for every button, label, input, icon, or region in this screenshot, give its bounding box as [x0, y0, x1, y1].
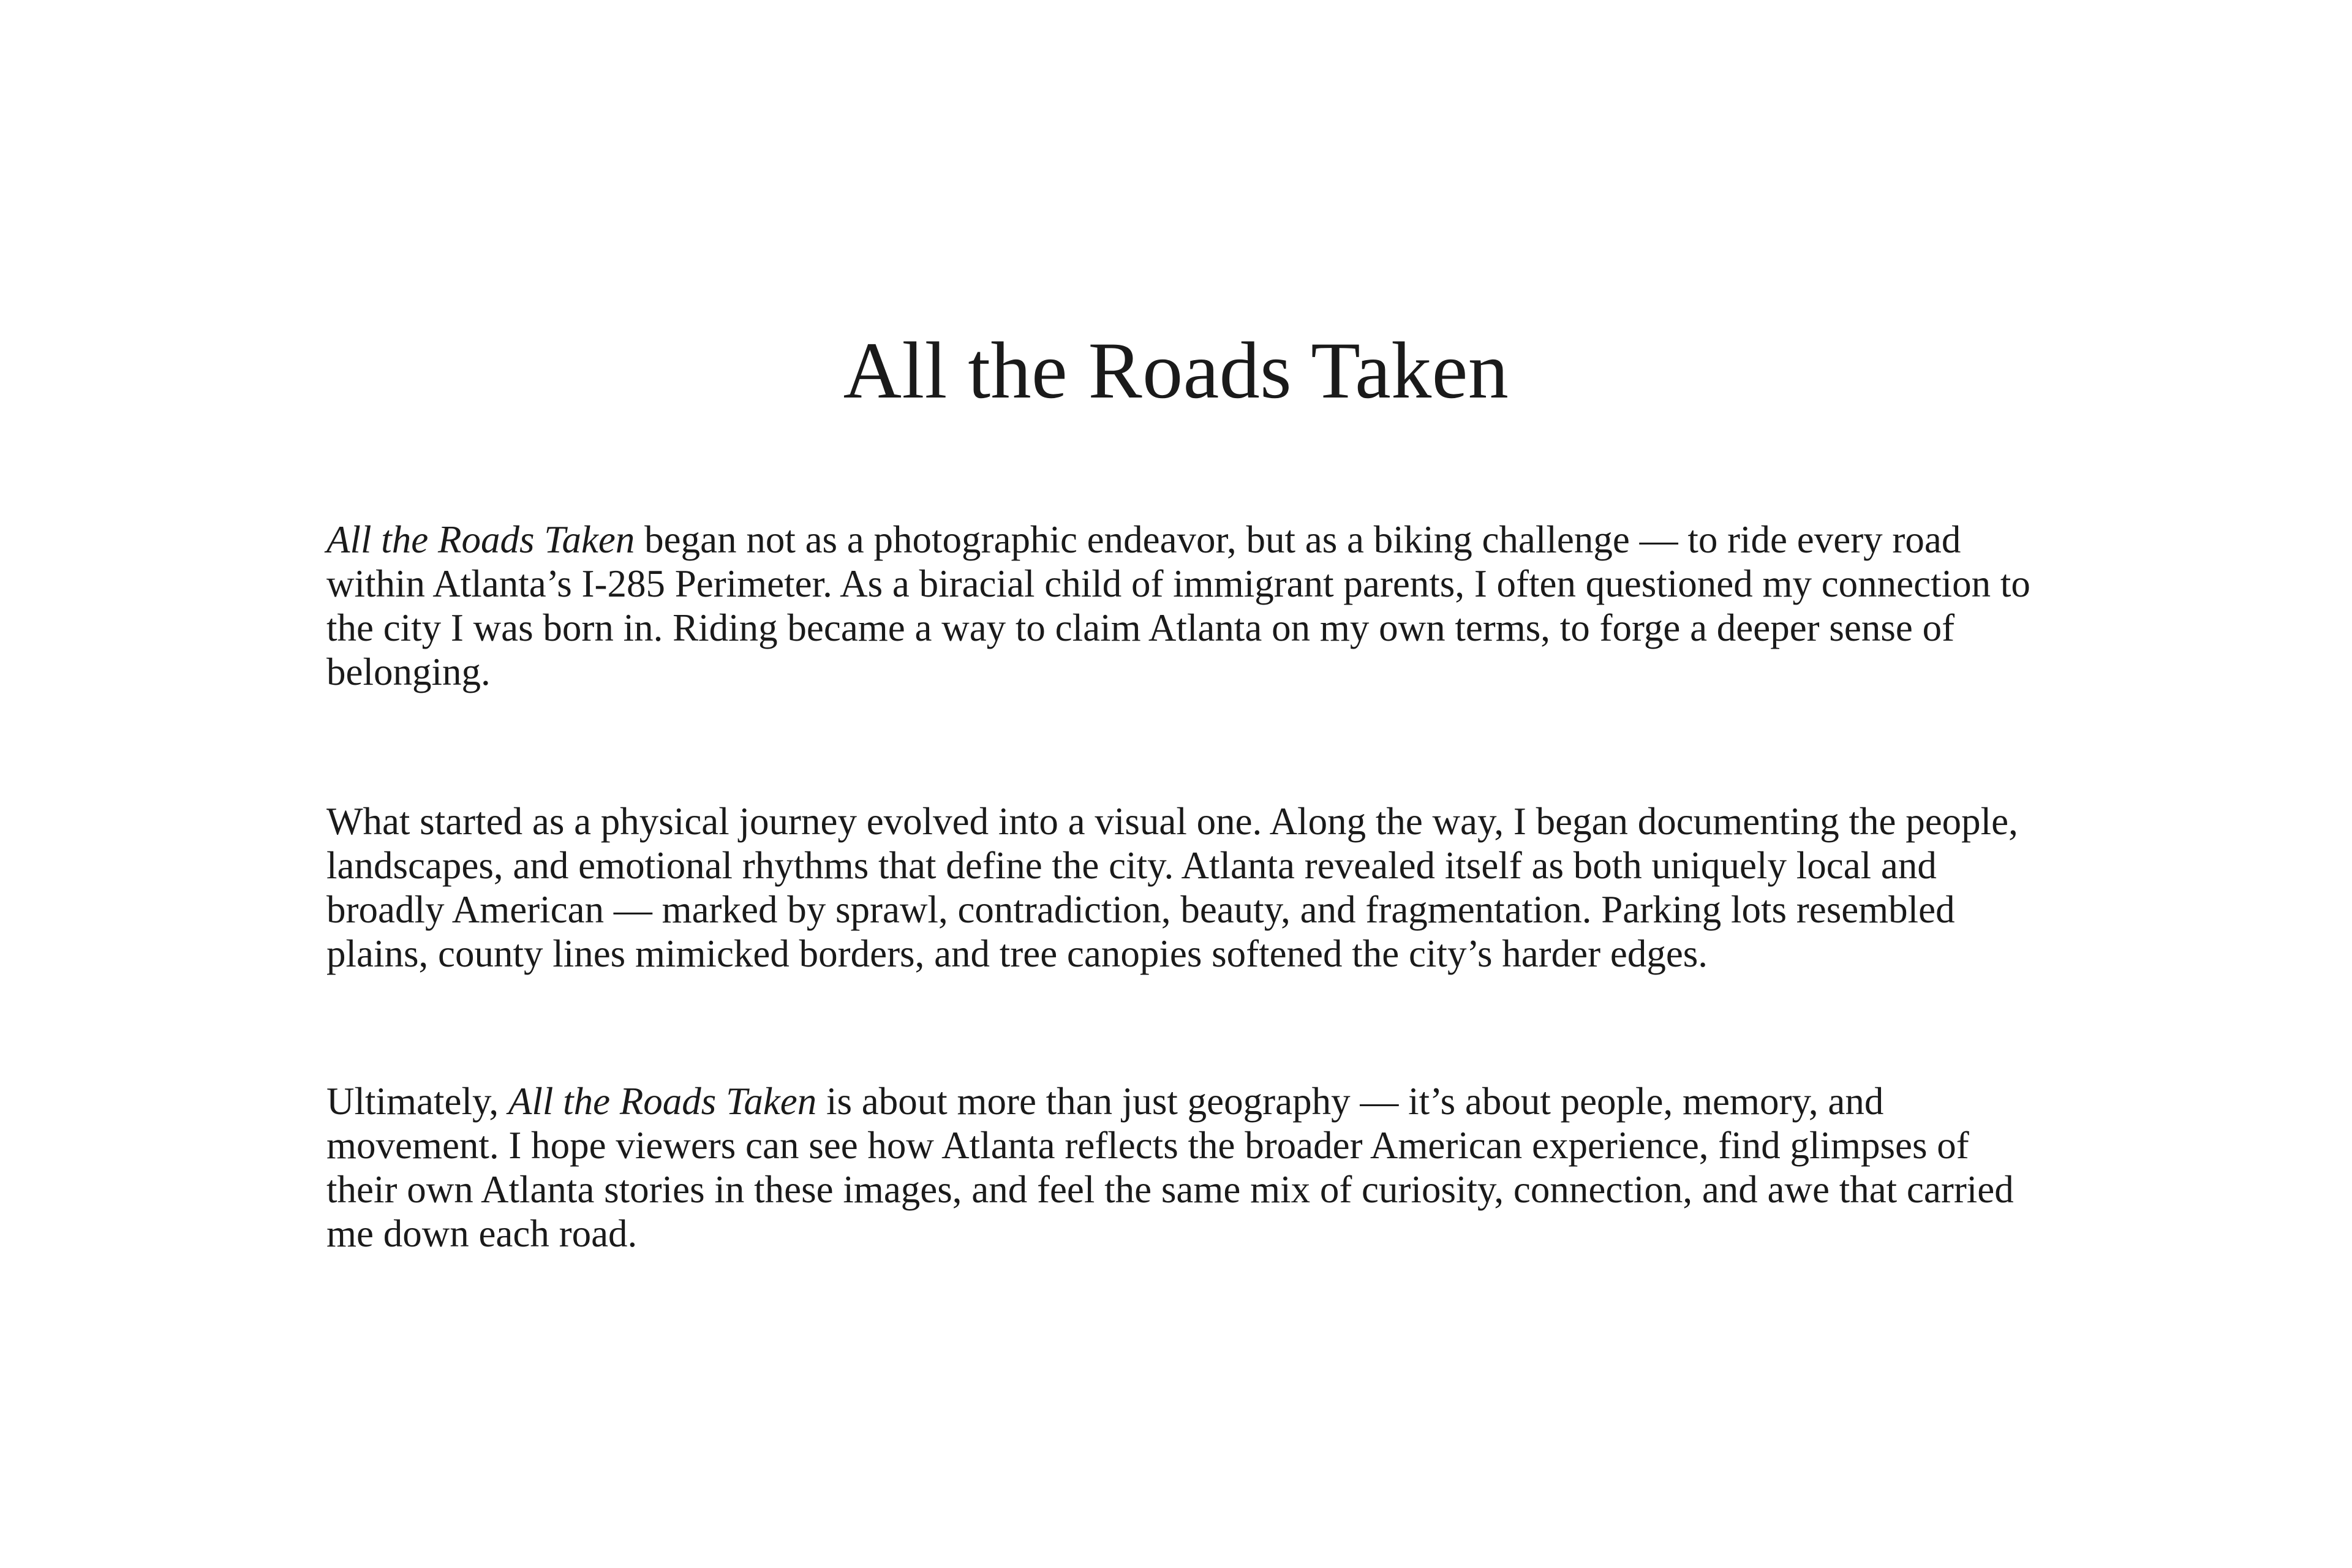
closing-paragraph [326, 1079, 2048, 1256]
intro-paragraph [326, 518, 2048, 694]
closing-paragraph-lead: Ultimately, [326, 1080, 508, 1123]
intro-paragraph-text: began not as a photographic endeavor, but as a biking challenge — to ride every road within Atlanta’s I-285 Perimeter. As a biracial child of immigrant parents, I often questioned my connection to the city I was born in. Riding became a way to claim Atlanta on my own terms, to forge a deeper sense of belonging. [326, 518, 2030, 693]
project-title-italic: All the Roads Taken [508, 1080, 817, 1123]
journey-paragraph [326, 799, 2048, 976]
project-title-italic: All the Roads Taken [326, 518, 635, 561]
page-title: All the Roads Taken [843, 325, 1509, 415]
closing-paragraph-text: is about more than just geography — it’s about people, memory, and movement. I hope viewers can see how Atlanta reflects the broader American experience, find glimpses of their own Atlanta stories in these images, and feel the same mix of curiosity, connection, and awe that carried me down each road. [326, 1080, 2014, 1255]
journey-paragraph-text: What started as a physical journey evolved into a visual one. Along the way, I began documenting the people, landscapes, and emotional rhythms that define the city. Atlanta revealed itself as both uniquely local and broadly American — marked by sprawl, contradiction, beauty, and fragmentation. Parking lots resembled plains, county lines mimicked borders, and tree canopies softened the city’s harder edges. [326, 800, 2018, 975]
